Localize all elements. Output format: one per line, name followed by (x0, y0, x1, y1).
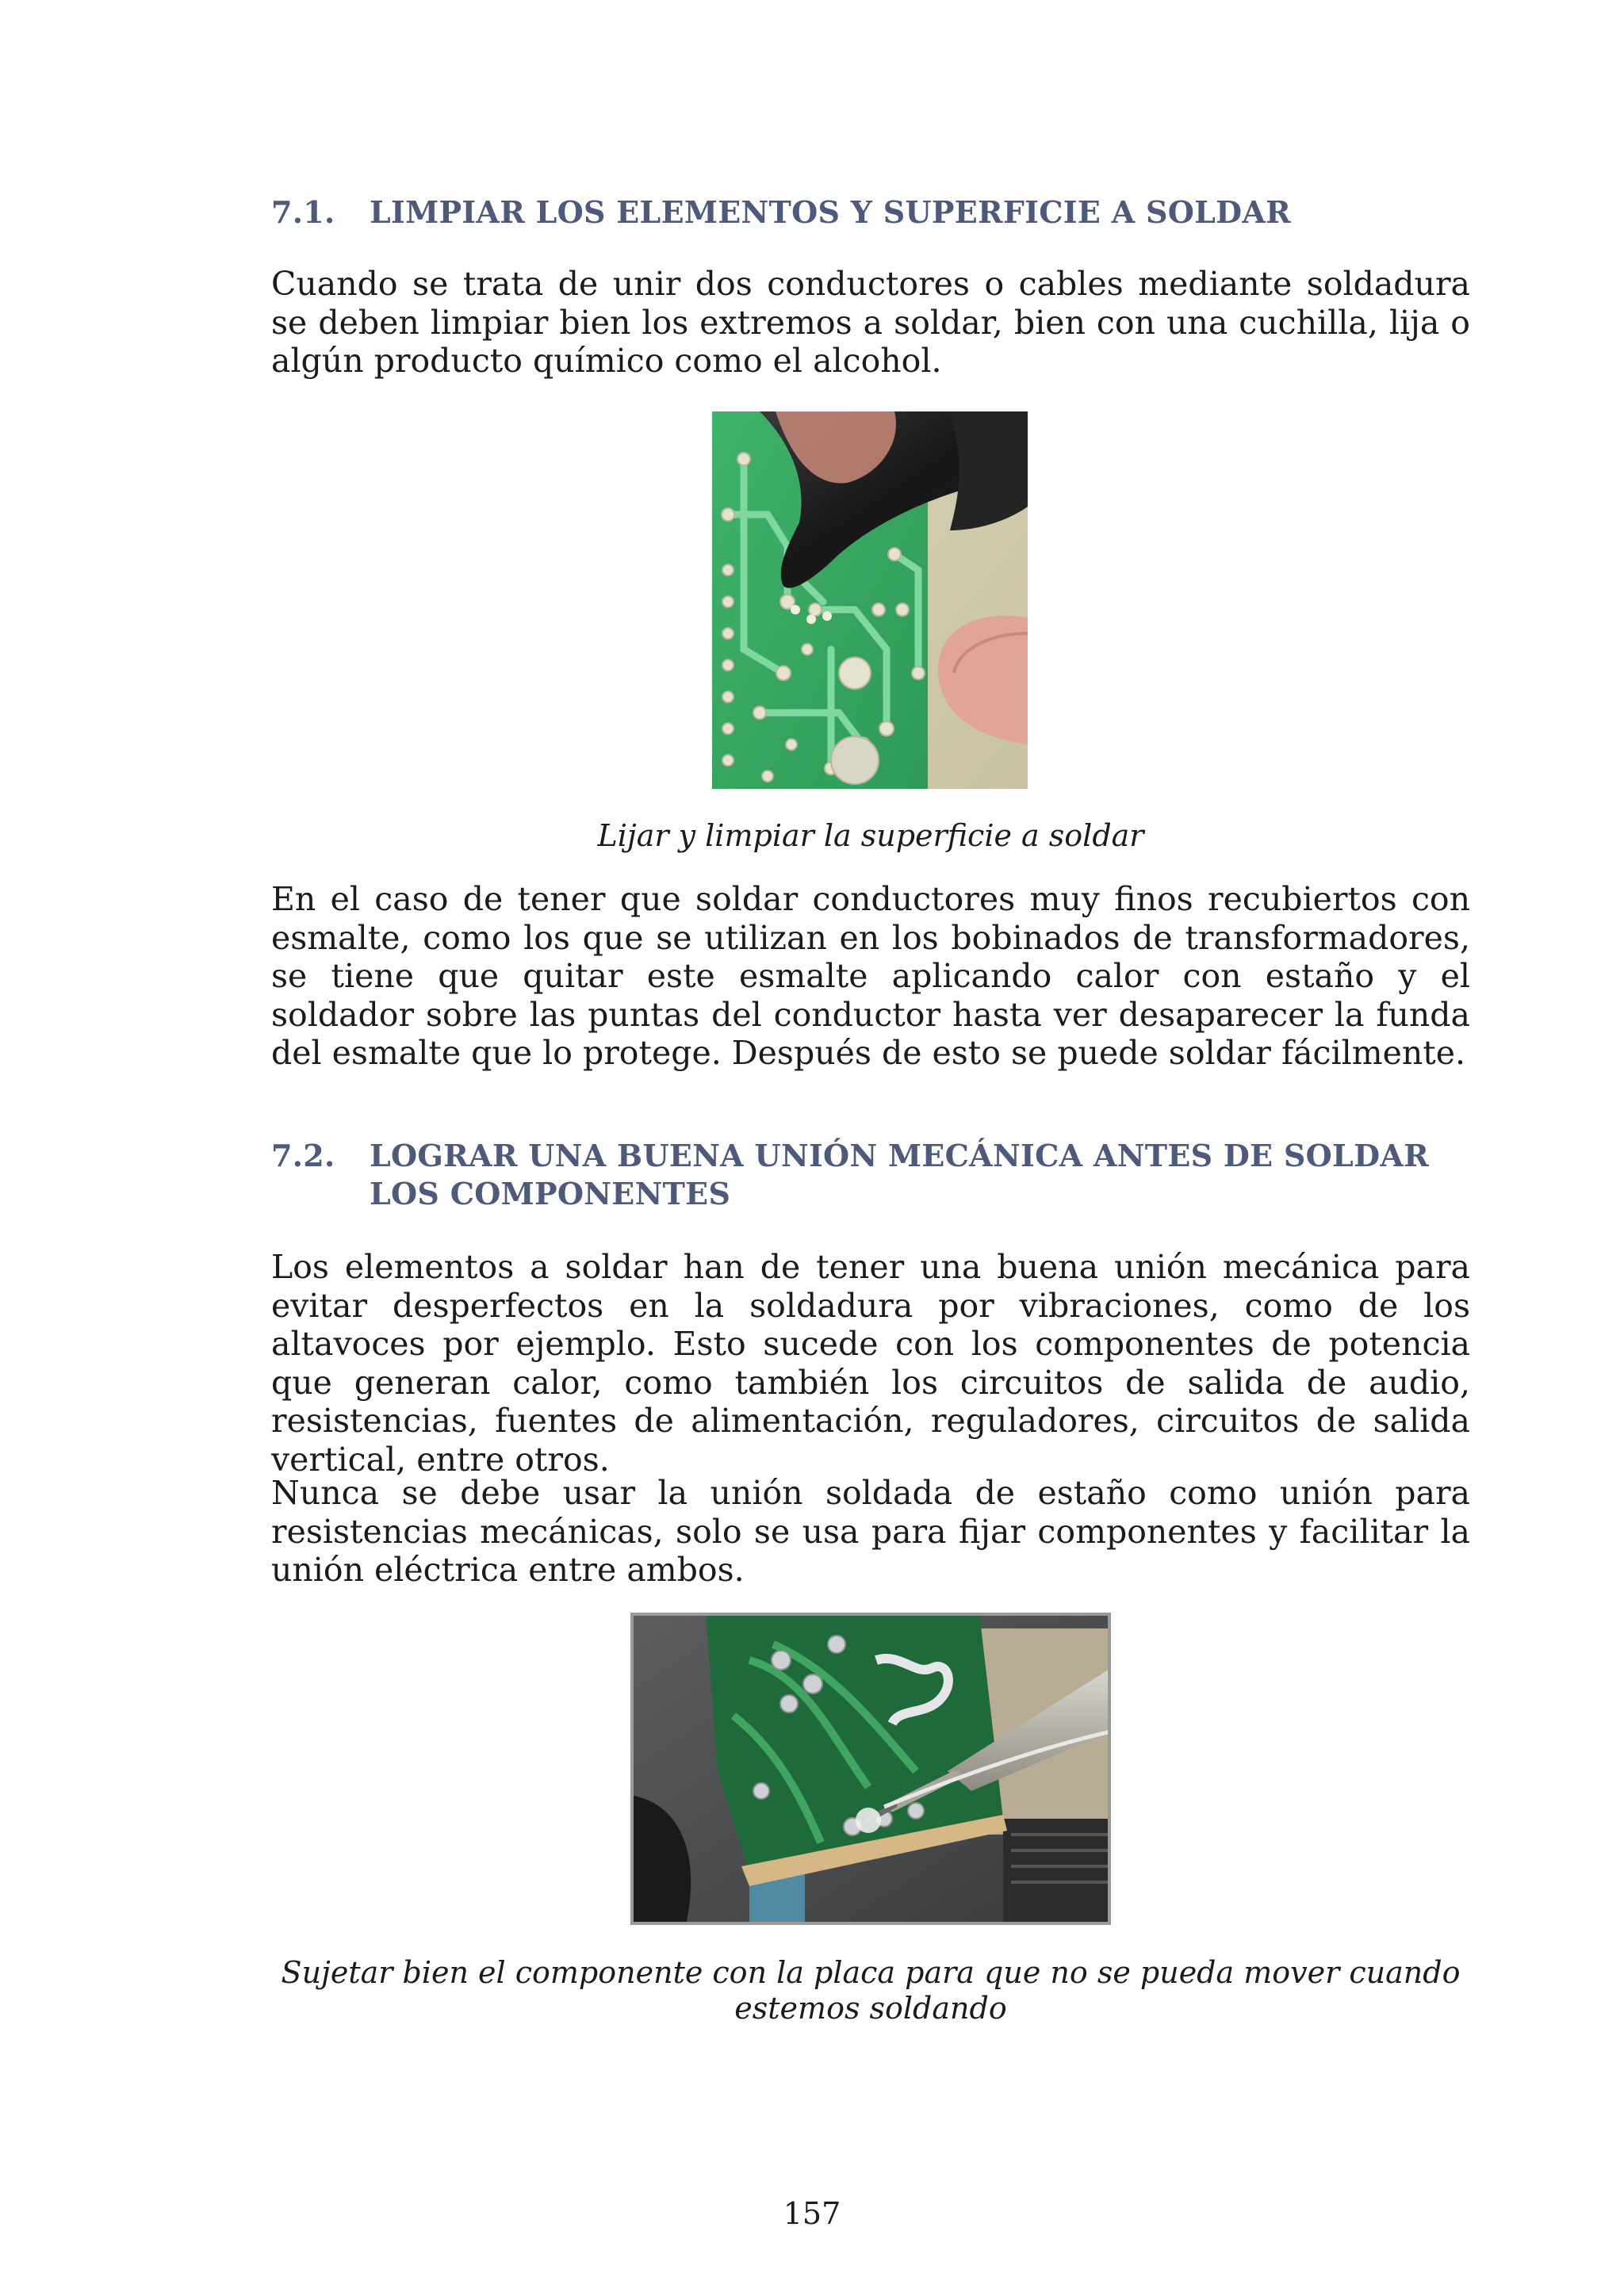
section-title: LOGRAR UNA BUENA UNIÓN MECÁNICA ANTES DE SOLDAR LOS COMPONENTES (370, 1138, 1429, 1211)
soldering-iron-photo (630, 1613, 1111, 1925)
figure-caption-1: Lijar y limpiar la superficie a soldar (597, 818, 1144, 853)
paragraph-cleaning: Cuando se trata de unir dos conductores o cables mediante soldadura se deben limpiar bien los extremos a soldar, bien con una cuchilla, lija o algún producto químico como el alcohol. (271, 265, 1470, 380)
page-number: 157 (783, 2196, 841, 2231)
paragraph-mechanical-union: Los elementos a soldar han de tener una buena unión mecánica para evitar desperfectos en la soldadura por vibraciones, como de los altavoces por ejemplo. Esto sucede con los componentes de potencia que generan calor, como también los circuitos de salida de audio, resistencias, fuentes de alimentación, reguladores, circuitos de salida vertical, entre otros. (271, 1248, 1470, 1479)
section-heading-7-2 (271, 1137, 1477, 1213)
figure-caption-2: Sujetar bien el componente con la placa para que no se pueda mover cuando estemos soldando (281, 1955, 1461, 2026)
pcb-sanding-photo (712, 411, 1028, 789)
section-heading-7-1 (271, 193, 1477, 232)
section-number: 7.2. (271, 1138, 335, 1173)
section-title: LIMPIAR LOS ELEMENTOS Y SUPERFICIE A SOLDAR (370, 194, 1292, 230)
paragraph-never-use-solder: Nunca se debe usar la unión soldada de estaño como unión para resistencias mecánicas, solo se usa para fijar componentes y facilitar la unión eléctrica entre ambos. (271, 1474, 1470, 1589)
paragraph-enamel: En el caso de tener que soldar conductores muy finos recubiertos con esmalte, como los que se utilizan en los bobinados de transformadores, se tiene que quitar este esmalte aplicando calor con estaño y el soldador sobre las puntas del conductor hasta ver desaparecer la funda del esmalte que lo protege. Después de esto se puede soldar fácilmente. (271, 880, 1470, 1072)
section-number: 7.1. (271, 194, 335, 230)
